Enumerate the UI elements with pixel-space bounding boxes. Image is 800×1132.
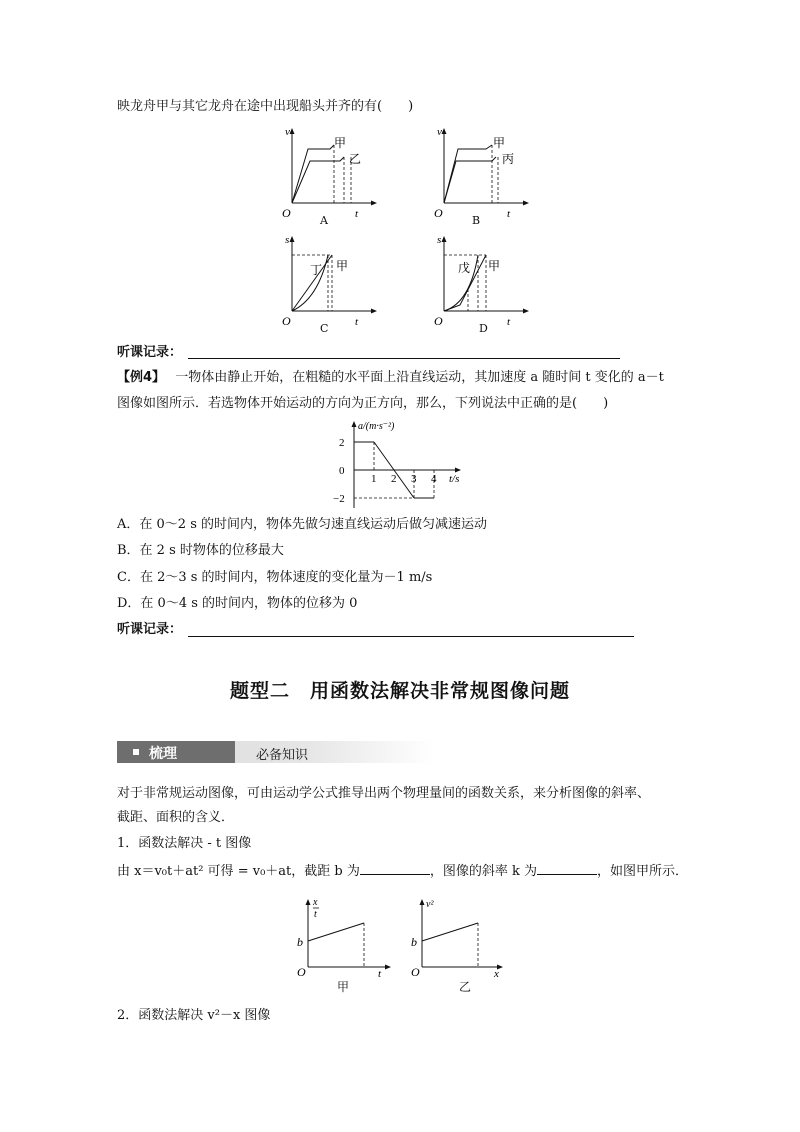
graph-b-origin: O: [434, 206, 443, 220]
example4-tag: 【例4】: [117, 370, 166, 385]
graph-b-xlabel: t: [507, 208, 511, 220]
example4-line1: [117, 370, 664, 386]
notes-line-1[interactable]: [188, 358, 620, 359]
graph-jia-caption: 甲: [337, 980, 350, 994]
graph-d-label1: 戊: [458, 261, 471, 275]
graph-yi-xlabel: x: [494, 968, 499, 980]
graph-jia-xlabel: t: [378, 968, 382, 980]
square-bullet-icon: [133, 749, 139, 755]
notes-label-2: 听课记录：: [117, 622, 183, 637]
a-t-xtick-4: 4: [431, 473, 437, 485]
blank-intercept[interactable]: [360, 862, 430, 875]
graph-a-ylabel: v: [285, 126, 290, 138]
formula-pre: 由 x＝v₀t＋at² 可得 = v₀＋at，截距 b 为: [117, 864, 360, 879]
graph-b-label2: 丙: [502, 152, 515, 166]
graph-yi-caption: 乙: [459, 980, 472, 994]
graph-jia-ylabel-num: x: [313, 897, 318, 908]
a-t-xlabel: t/s: [449, 473, 460, 485]
example4-line2: 图像如图所示．若选物体开始运动的方向为正方向，那么，下列说法中正确的是( ): [117, 396, 609, 411]
graph-c-label2: 甲: [336, 259, 349, 273]
graph-c-caption: C: [320, 322, 329, 335]
blank-slope[interactable]: [537, 862, 597, 875]
graph-a-label2: 乙: [349, 152, 362, 166]
body-item1: 1．函数法解决 - t 图像: [117, 836, 252, 851]
graph-d-ylabel: s: [437, 234, 442, 246]
graph-b-ylabel: v: [437, 126, 442, 138]
graph-yi-b: b: [411, 935, 417, 949]
formula-mid: ，图像的斜率 k 为: [429, 864, 537, 879]
graph-jia-b: b: [297, 935, 303, 949]
graph-jia: [282, 893, 402, 979]
notes-line-2[interactable]: [188, 636, 634, 637]
body-formula-line: [117, 862, 688, 880]
example4-text-line1: 一物体由静止开始，在粗糙的水平面上沿直线运动，其加速度 a 随时间 t 变化的 a－t: [175, 370, 664, 385]
graph-yi: [396, 893, 516, 979]
a-t-xtick-2: 2: [391, 473, 397, 485]
graph-c-xlabel: t: [355, 316, 359, 328]
graph-d-origin: O: [434, 314, 443, 328]
graph-c-origin: O: [282, 314, 291, 328]
a-t-ytick-2: 2: [339, 437, 345, 449]
option-b[interactable]: B．在 2 s 时物体的位移最大: [117, 543, 284, 558]
graph-d-label2: 甲: [488, 259, 501, 273]
graph-a: [270, 125, 380, 225]
a-t-xtick-3: 3: [411, 473, 417, 485]
option-c[interactable]: C．在 2～3 s 的时间内，物体速度的变化量为－1 m/s: [117, 570, 433, 585]
graph-a-caption: A: [320, 214, 328, 227]
body-p1-line2: 截距、面积的含义．: [117, 810, 235, 825]
graph-d-xlabel: t: [507, 316, 511, 328]
a-t-chart: [322, 418, 472, 513]
graph-a-xlabel: t: [355, 208, 359, 220]
graph-c: [270, 233, 380, 333]
graph-d-caption: D: [479, 322, 488, 335]
graph-c-ylabel: s: [285, 234, 290, 246]
formula-post: ，如图甲所示．: [597, 864, 689, 879]
section-bar-right-label: 必备知识: [256, 748, 309, 763]
a-t-xtick-1: 1: [371, 473, 377, 485]
option-a[interactable]: A．在 0～2 s 的时间内，物体先做匀速直线运动后做匀减速运动: [117, 517, 487, 532]
graph-b: [422, 125, 532, 225]
a-t-ytick-neg2: −2: [333, 493, 345, 505]
graph-jia-origin: O: [297, 965, 306, 979]
section-bar-left-label: 梳理: [149, 746, 177, 762]
question-intro: 映龙舟甲与其它龙舟在途中出现船头并齐的有( ): [117, 99, 414, 114]
body-p1-line1: 对于非常规运动图像，可由运动学公式推导出两个物理量间的函数关系，来分析图像的斜率、: [117, 786, 651, 801]
graph-a-origin: O: [282, 206, 291, 220]
section-bar-left: [117, 741, 235, 763]
graph-b-caption: B: [472, 214, 481, 227]
option-d[interactable]: D．在 0～4 s 的时间内，物体的位移为 0: [117, 596, 358, 611]
body-item2: 2．函数法解决 v²－x 图像: [117, 1008, 271, 1023]
notes-label-1: 听课记录：: [117, 345, 183, 360]
graph-yi-origin: O: [411, 965, 420, 979]
a-t-ylabel: a/(m·s⁻²): [358, 421, 395, 432]
graph-jia-ylabel-den: t: [314, 909, 317, 920]
graph-b-label1: 甲: [493, 136, 506, 150]
graph-yi-ylabel: v²: [426, 899, 434, 910]
graph-a-label1: 甲: [334, 136, 347, 150]
graph-d: [422, 233, 532, 333]
graph-c-label1: 丁: [310, 263, 323, 277]
section-title: 题型二 用函数法解决非常规图像问题: [229, 680, 570, 702]
a-t-ytick-0: 0: [339, 465, 345, 477]
